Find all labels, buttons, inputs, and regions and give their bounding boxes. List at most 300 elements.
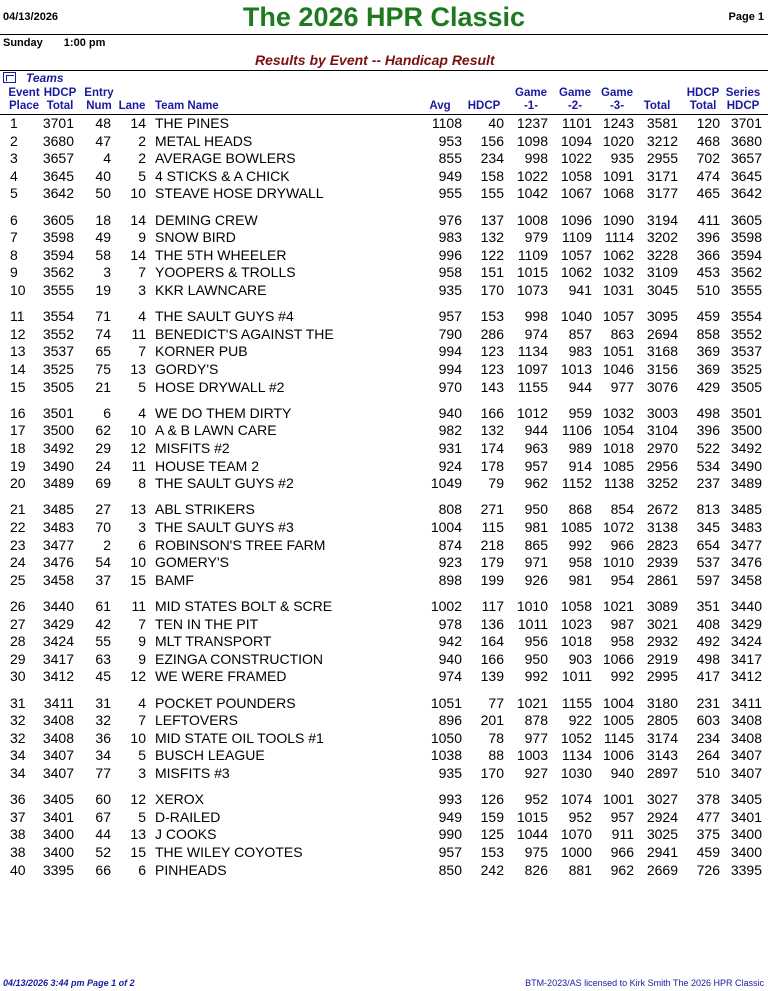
cell-avg: 896 bbox=[438, 712, 462, 729]
cell-place: 25 bbox=[10, 571, 26, 588]
cell-hdcp: 170 bbox=[480, 282, 504, 298]
table-row bbox=[0, 282, 768, 300]
cell-series: 3701 bbox=[730, 115, 762, 131]
cell-series: 3525 bbox=[730, 361, 762, 377]
cell-hdcp: 166 bbox=[480, 650, 504, 667]
table-row bbox=[0, 212, 768, 230]
cell-team: SNOW BIRD bbox=[155, 229, 236, 246]
cell-g1: 878 bbox=[524, 712, 548, 729]
cell-lane: 10 bbox=[130, 729, 146, 746]
cell-place: 7 bbox=[10, 229, 18, 246]
cell-hdcp: 174 bbox=[480, 440, 504, 456]
cell-lane: 10 bbox=[130, 422, 146, 439]
cell-hdcp_total: 3407 bbox=[42, 747, 74, 764]
cell-g1: 992 bbox=[524, 668, 548, 685]
cell-lane: 9 bbox=[138, 633, 146, 650]
cell-lane: 7 bbox=[138, 264, 146, 281]
cell-avg: 949 bbox=[438, 167, 462, 184]
cell-series: 3400 bbox=[730, 844, 762, 860]
cell-total: 3156 bbox=[646, 361, 678, 377]
cell-total: 3138 bbox=[646, 519, 678, 535]
cell-avg: 983 bbox=[438, 229, 462, 246]
cell-lane: 2 bbox=[138, 150, 146, 167]
cell-hdcp_tot: 534 bbox=[696, 457, 720, 474]
cell-entry: 63 bbox=[95, 650, 111, 667]
cell-lane: 5 bbox=[138, 378, 146, 395]
cell-g3: 1032 bbox=[602, 264, 634, 281]
cell-lane: 2 bbox=[138, 132, 146, 149]
col-header-line: Team Name bbox=[155, 100, 219, 112]
cell-hdcp_total: 3645 bbox=[42, 167, 74, 184]
cell-place: 31 bbox=[10, 694, 26, 711]
table-row bbox=[0, 115, 768, 133]
cell-team: BUSCH LEAGUE bbox=[155, 747, 265, 764]
cell-avg: 970 bbox=[438, 378, 462, 395]
cell-g1: 975 bbox=[524, 844, 548, 860]
cell-hdcp: 201 bbox=[480, 712, 504, 729]
col-header-line: HDCP bbox=[467, 100, 501, 112]
cell-hdcp_total: 3594 bbox=[42, 246, 74, 263]
cell-g1: 1011 bbox=[517, 615, 548, 632]
cell-hdcp: 77 bbox=[488, 694, 504, 711]
cell-hdcp_total: 3411 bbox=[43, 694, 74, 711]
cell-entry: 45 bbox=[95, 668, 111, 685]
cell-g1: 1021 bbox=[516, 694, 548, 711]
cell-hdcp_tot: 408 bbox=[696, 615, 720, 632]
col-header-line bbox=[420, 87, 460, 100]
cell-place: 10 bbox=[10, 282, 26, 298]
cell-avg: 957 bbox=[438, 844, 462, 860]
col-header-line: Game bbox=[515, 87, 547, 99]
cell-g1: 927 bbox=[524, 765, 548, 781]
cell-g3: 940 bbox=[610, 765, 634, 781]
cell-g3: 1005 bbox=[602, 712, 634, 729]
col-header-line: Event bbox=[8, 87, 40, 99]
cell-entry: 19 bbox=[95, 282, 111, 298]
cell-hdcp_tot: 351 bbox=[696, 598, 720, 614]
cell-team: POCKET POUNDERS bbox=[155, 694, 296, 711]
col-header-team bbox=[155, 87, 255, 113]
col-header-g1 bbox=[510, 87, 552, 113]
cell-total: 3076 bbox=[646, 378, 678, 395]
col-header-hdcp_total bbox=[42, 87, 78, 113]
cell-total: 2939 bbox=[646, 554, 678, 571]
cell-team: KORNER PUB bbox=[155, 343, 248, 360]
cell-entry: 54 bbox=[95, 554, 111, 571]
cell-team: MID STATES BOLT & SCRE bbox=[155, 598, 333, 614]
cell-g1: 971 bbox=[524, 554, 548, 571]
cell-total: 2897 bbox=[646, 765, 678, 781]
cell-g2: 1058 bbox=[560, 598, 592, 614]
cell-entry: 4 bbox=[103, 150, 111, 167]
col-header-hdcp_tot bbox=[684, 87, 722, 113]
cell-hdcp_tot: 396 bbox=[696, 422, 720, 439]
cell-hdcp_tot: 654 bbox=[696, 536, 720, 553]
cell-series: 3485 bbox=[730, 501, 762, 518]
cell-place: 29 bbox=[10, 650, 26, 667]
cell-g2: 1011 bbox=[561, 668, 592, 685]
table-row bbox=[0, 598, 768, 616]
cell-g2: 1101 bbox=[561, 115, 592, 131]
cell-hdcp_total: 3408 bbox=[42, 712, 74, 729]
table-row bbox=[0, 712, 768, 730]
cell-hdcp_total: 3440 bbox=[42, 598, 74, 614]
cell-g3: 1145 bbox=[603, 729, 634, 746]
cell-hdcp_tot: 603 bbox=[696, 712, 720, 729]
cell-hdcp: 271 bbox=[480, 501, 504, 518]
col-header-line: HDCP bbox=[686, 87, 720, 99]
cell-total: 2941 bbox=[646, 844, 678, 860]
cell-g2: 1057 bbox=[560, 246, 592, 263]
cell-team: MLT TRANSPORT bbox=[155, 633, 272, 650]
cell-series: 3505 bbox=[730, 378, 762, 395]
cell-entry: 44 bbox=[95, 826, 111, 843]
cell-place: 17 bbox=[10, 422, 26, 439]
cell-team: THE 5TH WHEELER bbox=[155, 246, 287, 263]
col-header-hdcp bbox=[462, 87, 506, 113]
cell-avg: 850 bbox=[438, 861, 462, 878]
cell-g3: 966 bbox=[610, 536, 634, 553]
cell-g1: 1015 bbox=[516, 808, 548, 825]
cell-series: 3458 bbox=[730, 571, 762, 588]
cell-team: A & B LAWN CARE bbox=[155, 422, 277, 439]
cell-hdcp_total: 3395 bbox=[42, 861, 74, 878]
report-title: The 2026 HPR Classic bbox=[242, 2, 526, 32]
cell-team: YOOPERS & TROLLS bbox=[155, 264, 296, 281]
cell-g3: 1066 bbox=[602, 650, 634, 667]
cell-avg: 1049 bbox=[430, 475, 462, 492]
cell-team: MID STATE OIL TOOLS #1 bbox=[155, 729, 324, 746]
cell-g2: 1058 bbox=[560, 167, 592, 184]
cell-lane: 14 bbox=[130, 246, 146, 263]
cell-entry: 37 bbox=[95, 571, 111, 588]
cell-g3: 1010 bbox=[602, 554, 634, 571]
col-header-lane bbox=[118, 87, 146, 113]
cell-series: 3490 bbox=[730, 457, 762, 474]
cell-series: 3594 bbox=[730, 246, 762, 263]
cell-total: 3021 bbox=[646, 615, 678, 632]
cell-g1: 1010 bbox=[516, 598, 548, 614]
cell-hdcp: 153 bbox=[480, 844, 504, 860]
cell-total: 3109 bbox=[646, 264, 678, 281]
cell-total: 2956 bbox=[646, 457, 678, 474]
table-row bbox=[0, 308, 768, 326]
cell-g2: 1152 bbox=[561, 475, 592, 492]
cell-g3: 1001 bbox=[602, 791, 634, 808]
cell-total: 3180 bbox=[646, 694, 678, 711]
top-divider bbox=[0, 34, 768, 35]
cell-lane: 15 bbox=[130, 571, 146, 588]
cell-lane: 5 bbox=[138, 747, 146, 764]
cell-place: 22 bbox=[10, 519, 26, 535]
table-row bbox=[0, 695, 768, 713]
table-row bbox=[0, 730, 768, 748]
cell-g1: 962 bbox=[524, 475, 548, 492]
cell-entry: 34 bbox=[95, 747, 111, 764]
cell-entry: 42 bbox=[95, 615, 111, 632]
cell-g1: 926 bbox=[524, 571, 548, 588]
cell-total: 2861 bbox=[646, 571, 678, 588]
cell-entry: 48 bbox=[95, 115, 111, 131]
cell-g1: 998 bbox=[524, 150, 548, 167]
cell-entry: 6 bbox=[103, 404, 111, 421]
table-row bbox=[0, 844, 768, 862]
cell-avg: 942 bbox=[438, 633, 462, 650]
cell-g2: 914 bbox=[568, 457, 592, 474]
cell-hdcp: 78 bbox=[488, 729, 504, 746]
cell-g2: 1096 bbox=[560, 211, 592, 228]
cell-avg: 982 bbox=[438, 422, 462, 439]
cell-series: 3440 bbox=[730, 598, 762, 614]
cell-avg: 958 bbox=[438, 264, 462, 281]
cell-hdcp_tot: 498 bbox=[696, 404, 720, 421]
cell-avg: 949 bbox=[438, 808, 462, 825]
cell-lane: 12 bbox=[130, 668, 146, 685]
cell-lane: 4 bbox=[138, 404, 146, 421]
cell-g1: 1044 bbox=[516, 826, 548, 843]
cell-total: 3252 bbox=[646, 475, 678, 492]
cell-hdcp_total: 3407 bbox=[42, 765, 74, 781]
cell-place: 21 bbox=[10, 501, 26, 518]
col-header-line: Lane bbox=[118, 100, 146, 112]
cell-g2: 1062 bbox=[560, 264, 592, 281]
cell-series: 3605 bbox=[730, 211, 762, 228]
cell-team: MISFITS #2 bbox=[155, 440, 230, 456]
cell-total: 3194 bbox=[646, 211, 678, 228]
cell-series: 3645 bbox=[730, 167, 762, 184]
cell-lane: 3 bbox=[138, 765, 146, 781]
col-header-line: Place bbox=[8, 100, 40, 112]
cell-entry: 74 bbox=[95, 325, 111, 342]
cell-hdcp_tot: 120 bbox=[696, 115, 720, 131]
cell-entry: 62 bbox=[95, 422, 111, 439]
cell-g3: 992 bbox=[610, 668, 634, 685]
cell-series: 3476 bbox=[730, 554, 762, 571]
cell-g2: 1134 bbox=[561, 747, 592, 764]
cell-hdcp_total: 3429 bbox=[42, 615, 74, 632]
cell-hdcp: 115 bbox=[481, 519, 504, 535]
cell-hdcp: 153 bbox=[480, 308, 504, 325]
cell-avg: 994 bbox=[438, 343, 462, 360]
cell-entry: 61 bbox=[95, 598, 111, 614]
cell-g1: 952 bbox=[524, 791, 548, 808]
table-row bbox=[0, 572, 768, 590]
cell-g2: 1106 bbox=[561, 422, 592, 439]
cell-team: THE PINES bbox=[155, 115, 229, 131]
table-row bbox=[0, 326, 768, 344]
cell-place: 12 bbox=[10, 325, 26, 342]
cell-series: 3408 bbox=[730, 712, 762, 729]
cell-hdcp: 156 bbox=[480, 132, 504, 149]
cell-entry: 24 bbox=[95, 457, 111, 474]
cell-hdcp_total: 3477 bbox=[42, 536, 74, 553]
cell-avg: 935 bbox=[438, 765, 462, 781]
cell-g3: 1057 bbox=[602, 308, 634, 325]
cell-hdcp_tot: 264 bbox=[696, 747, 720, 764]
table-row bbox=[0, 133, 768, 151]
cell-g2: 857 bbox=[568, 325, 592, 342]
table-row bbox=[0, 440, 768, 458]
cell-place: 6 bbox=[10, 211, 18, 228]
cell-avg: 993 bbox=[438, 791, 462, 808]
col-header-line bbox=[462, 87, 506, 100]
cell-lane: 12 bbox=[130, 791, 146, 808]
cell-hdcp_tot: 498 bbox=[696, 650, 720, 667]
cell-hdcp_tot: 522 bbox=[696, 440, 720, 456]
cell-g2: 1052 bbox=[560, 729, 592, 746]
cell-total: 3003 bbox=[646, 404, 678, 421]
cell-g1: 944 bbox=[524, 422, 548, 439]
cell-entry: 29 bbox=[95, 440, 111, 456]
cell-avg: 855 bbox=[438, 150, 462, 167]
cell-g3: 1091 bbox=[602, 167, 634, 184]
cell-hdcp_tot: 429 bbox=[696, 378, 720, 395]
table-row bbox=[0, 422, 768, 440]
cell-hdcp_total: 3657 bbox=[42, 150, 74, 167]
col-header-line: Total bbox=[46, 100, 74, 112]
cell-place: 40 bbox=[10, 861, 26, 878]
cell-place: 1 bbox=[10, 115, 18, 131]
col-header-place bbox=[8, 87, 40, 113]
cell-entry: 2 bbox=[103, 536, 111, 553]
cell-g2: 881 bbox=[568, 861, 592, 878]
cell-total: 2970 bbox=[646, 440, 678, 456]
cell-series: 3501 bbox=[730, 404, 762, 421]
cell-g3: 1090 bbox=[602, 211, 634, 228]
cell-total: 3027 bbox=[646, 791, 678, 808]
cell-g2: 941 bbox=[568, 282, 592, 298]
col-header-line: Avg bbox=[429, 100, 451, 112]
cell-hdcp: 122 bbox=[480, 246, 504, 263]
cell-place: 24 bbox=[10, 554, 26, 571]
cell-avg: 996 bbox=[438, 246, 462, 263]
cell-hdcp_total: 3417 bbox=[42, 650, 74, 667]
cell-avg: 874 bbox=[438, 536, 462, 553]
cell-series: 3412 bbox=[730, 668, 762, 685]
cell-team: EZINGA CONSTRUCTION bbox=[155, 650, 324, 667]
cell-total: 3089 bbox=[646, 598, 678, 614]
col-header-line: Num bbox=[86, 100, 112, 112]
cell-g2: 992 bbox=[568, 536, 592, 553]
cell-g3: 1021 bbox=[602, 598, 634, 614]
cell-place: 5 bbox=[10, 185, 18, 202]
cell-entry: 71 bbox=[95, 308, 111, 325]
cell-total: 3104 bbox=[646, 422, 678, 439]
cell-g1: 1155 bbox=[517, 378, 548, 395]
cell-hdcp_total: 3400 bbox=[42, 826, 74, 843]
cell-place: 2 bbox=[10, 132, 18, 149]
cell-g1: 826 bbox=[524, 861, 548, 878]
cell-series: 3598 bbox=[730, 229, 762, 246]
cell-team: ABL STRIKERS bbox=[155, 501, 255, 518]
cell-entry: 52 bbox=[95, 844, 111, 860]
cell-hdcp: 40 bbox=[488, 115, 504, 131]
cell-team: BENEDICT'S AGAINST THE bbox=[155, 325, 334, 342]
cell-hdcp_total: 3552 bbox=[42, 325, 74, 342]
cell-hdcp_tot: 510 bbox=[696, 282, 720, 298]
cell-hdcp_total: 3555 bbox=[42, 282, 74, 298]
cell-hdcp_total: 3483 bbox=[42, 519, 74, 535]
cell-g3: 1006 bbox=[602, 747, 634, 764]
cell-hdcp: 158 bbox=[480, 167, 504, 184]
cell-team: WE WERE FRAMED bbox=[155, 668, 287, 685]
cell-avg: 940 bbox=[438, 650, 462, 667]
cell-g3: 935 bbox=[610, 150, 634, 167]
cell-avg: 898 bbox=[438, 571, 462, 588]
cell-total: 2823 bbox=[646, 536, 678, 553]
cell-hdcp_total: 3501 bbox=[42, 404, 74, 421]
cell-g3: 1068 bbox=[602, 185, 634, 202]
cell-g3: 962 bbox=[610, 861, 634, 878]
cell-place: 8 bbox=[10, 246, 18, 263]
cell-hdcp_tot: 345 bbox=[696, 519, 720, 535]
subtitle-divider bbox=[0, 70, 768, 71]
cell-place: 26 bbox=[10, 598, 26, 614]
cell-team: KKR LAWNCARE bbox=[155, 282, 267, 298]
cell-hdcp_tot: 813 bbox=[696, 501, 720, 518]
cell-avg: 974 bbox=[438, 668, 462, 685]
cell-entry: 32 bbox=[95, 712, 111, 729]
footer-timestamp: 04/13/2026 3:44 pm Page 1 of 2 bbox=[3, 978, 135, 988]
cell-g2: 1094 bbox=[560, 132, 592, 149]
cell-g2: 922 bbox=[568, 712, 592, 729]
cell-place: 34 bbox=[10, 765, 26, 781]
cell-hdcp_total: 3505 bbox=[42, 378, 74, 395]
cell-hdcp: 123 bbox=[480, 361, 504, 377]
table-row bbox=[0, 862, 768, 880]
col-header-line: Game bbox=[601, 87, 633, 99]
table-row bbox=[0, 501, 768, 519]
cell-team: LEFTOVERS bbox=[155, 712, 238, 729]
cell-team: THE SAULT GUYS #2 bbox=[155, 475, 294, 492]
col-header-series bbox=[724, 87, 762, 113]
cell-hdcp_tot: 231 bbox=[696, 694, 720, 711]
cell-avg: 1050 bbox=[430, 729, 462, 746]
cell-entry: 21 bbox=[95, 378, 111, 395]
cell-entry: 50 bbox=[95, 185, 111, 202]
cell-place: 19 bbox=[10, 457, 26, 474]
col-header-line bbox=[155, 87, 255, 100]
cell-total: 3581 bbox=[646, 115, 678, 131]
cell-avg: 994 bbox=[438, 361, 462, 377]
cell-g3: 954 bbox=[610, 571, 634, 588]
table-row bbox=[0, 519, 768, 537]
cell-lane: 14 bbox=[130, 211, 146, 228]
cell-hdcp_total: 3680 bbox=[42, 132, 74, 149]
cell-place: 23 bbox=[10, 536, 26, 553]
teams-icon[interactable] bbox=[3, 72, 16, 83]
cell-hdcp: 242 bbox=[480, 861, 504, 878]
cell-series: 3411 bbox=[731, 694, 762, 711]
cell-g1: 957 bbox=[524, 457, 548, 474]
cell-place: 15 bbox=[10, 378, 26, 395]
cell-place: 18 bbox=[10, 440, 26, 456]
cell-g2: 868 bbox=[568, 501, 592, 518]
cell-g1: 981 bbox=[524, 519, 548, 535]
cell-g1: 1073 bbox=[516, 282, 548, 298]
cell-hdcp_tot: 510 bbox=[696, 765, 720, 781]
cell-g2: 1040 bbox=[560, 308, 592, 325]
cell-hdcp_tot: 597 bbox=[696, 571, 720, 588]
cell-lane: 14 bbox=[130, 115, 146, 131]
cell-lane: 11 bbox=[131, 457, 146, 474]
cell-lane: 6 bbox=[138, 536, 146, 553]
cell-place: 38 bbox=[10, 844, 26, 860]
col-header-line: Game bbox=[559, 87, 591, 99]
cell-g2: 989 bbox=[568, 440, 592, 456]
footer-license: BTM-2023/AS licensed to Kirk Smith The 2026 HPR Classic bbox=[525, 978, 764, 988]
col-header-line bbox=[118, 87, 146, 100]
